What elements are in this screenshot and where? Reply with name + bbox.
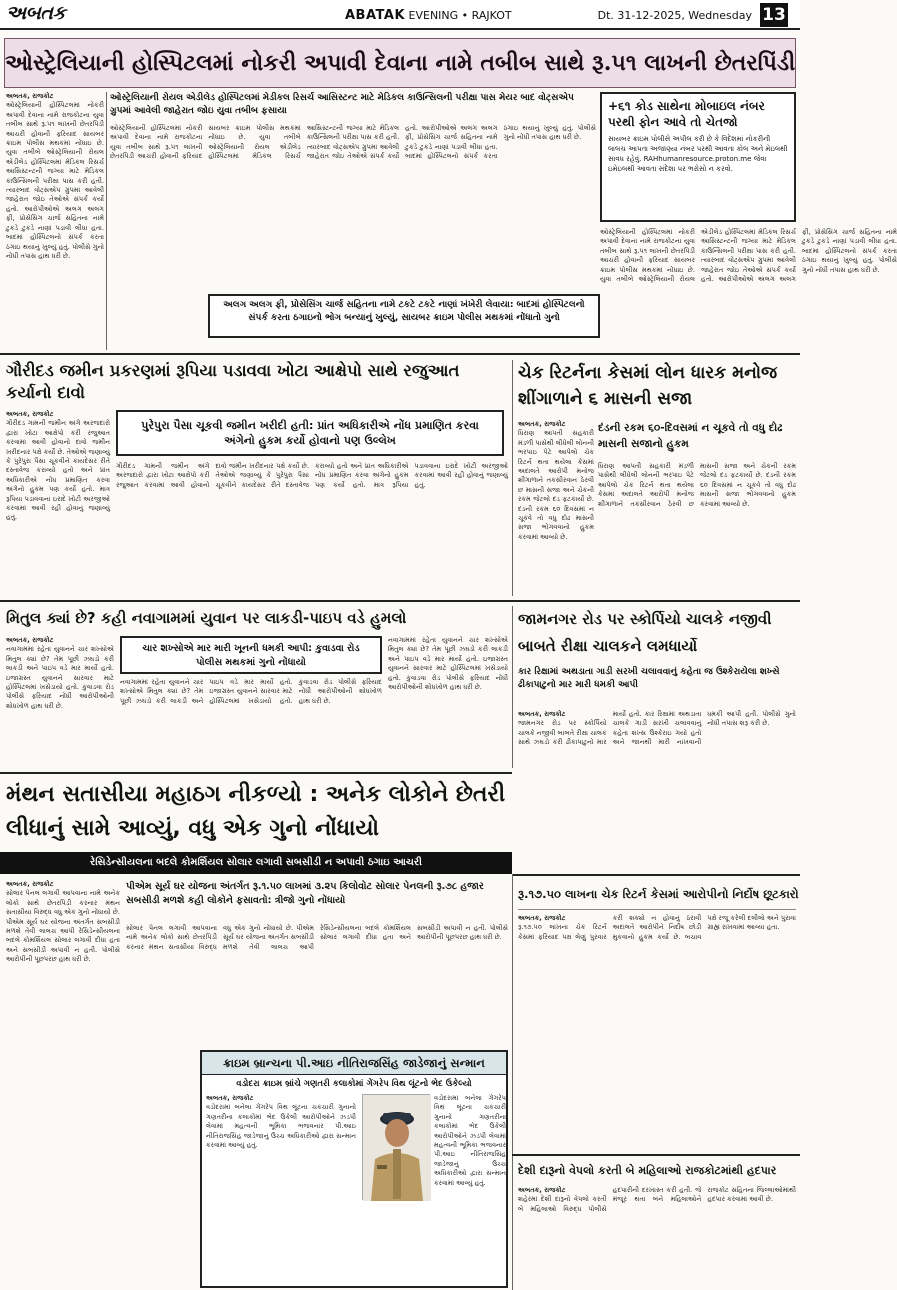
newspaper-logo: અબતક xyxy=(6,2,66,24)
story5-subheadline: કાર રિક્ષામાં અથડાતા ગાડી સરખી ચલાવવાનું કહેતા જ ઉશ્કેરાયેલા શખ્સે ઢીકાપાટુનો માર મારી ધમકી આપી xyxy=(518,667,780,690)
story1-subheadline: ઓસ્ટ્રેલિયાની રોયલ એડીલેડ હોસ્પિટલમાં મેડીકલ રિસર્ચ આસિસ્ટન્ટ માટે મેડિકલ કાઉન્સિલની પરીક્ષા પાસ મેયર બાદ વોટ્સએપ ગ્રુપમાં આવેલી જાહેરાત જોઇ યુવા તબીબ ફસાયા xyxy=(110,93,574,116)
story7-headline: ક્રાઇમ બ્રાન્ચના પી.આઇ નીતિરાજસિંહ જાડેજાનું સન્માન xyxy=(202,1052,506,1075)
story9-body-text: શહેરમાં દેશી દારૂનો વેપલો કરતી બે મહિલાઓ વિરુદ્ધ પોલીસે હદપારીની દરખાસ્ત કરી હતી. જે મંજૂર થતા બંને મહિલાઓને રાજકોટ સહિતના જિલ્લાઓમાંથી હદપાર કરવામાં આવી છે. xyxy=(518,1186,796,1213)
column-rule xyxy=(512,360,513,596)
story1-callout xyxy=(600,92,796,222)
section-divider xyxy=(0,353,800,355)
officer-illustration xyxy=(363,1095,431,1201)
story6-highlight: પીએમ સૂર્ય ઘર યોજના અંતર્ગત રૂ.૧.૫૦ લાખમાં ૩.૨૫ કિલોવોટ સોલાર પેનલની રૂ.૭૮ હજાર સબસીડી મળશે કહી લોકોને ફસાવતો: ત્રીજો ગુનો નોંધાયો xyxy=(126,881,484,906)
issue-date: Dt. 31-12-2025, Wednesday xyxy=(597,9,752,22)
story8-body-text: રૂ.૧૭.૫૦ લાખના ચેક રિટર્ન કેસમાં ફરિયાદ પક્ષ લેણું પુરવાર કરી શક્યો ન હોવાનું ઠરાવી અદાલતે આરોપીને નિર્દોષ છોડી મુકવાનો હુકમ કર્યો છે. બચાવ પક્ષે રજૂ કરેલી દલીલો અને પુરાવા ગ્રાહ્ય રાખવામાં આવ્યા હતા. xyxy=(518,914,796,941)
brand-name xyxy=(345,8,512,23)
story7-subheadline: વડોદરા ક્રાઇમ બ્રાંચે ગણતરી કલાકોમાં ગેંગરેપ વિથ લૂંટનો ભેદ ઉકેલ્યો xyxy=(236,1079,472,1089)
story2-subheadline: પુરેપુરા પૈસા ચૂકવી જમીન ખરીદી હતી: પ્રાંત અધિકારીએ નોંધ પ્રમાણિત કરવા અંગેનો હુકમ કર્યો હોવાનો પણ ઉલ્લેખ xyxy=(116,410,504,456)
police-officer-photo xyxy=(362,1094,430,1200)
story3-body xyxy=(518,420,594,596)
story1-dateline: અબતક, રાજકોટ xyxy=(6,92,54,100)
story3-body-continued: ધિરાણ આપતી સહકારી મંડળી પાસેથી લીધેલી લોનની ભરપાઇ પેટે આપેલો ચેક રિટર્ન થતા થયેલા કેસમાં અદાલતે આરોપી મનોજ શીંગાળાને તકસીરવાન ઠેરવી છ માસની સજા અને ચેકની રકમ જેટલો દંડ ફટકાર્યો છે. દંડની રકમ ૬૦ દિવસમાં ન ચૂકવે તો વધુ દોઢ માસની સજા ભોગવવાનો હુકમ કરવામાં આવ્યો છે. xyxy=(598,462,796,508)
story2-body xyxy=(6,410,110,596)
section-divider xyxy=(0,600,800,602)
story4-body-text: નવાગામમાં રહેતા યુવાનને ચાર શખ્સોએ મિતુલ ક્યાં છે? તેમ પૂછી ઝઘડો કરી લાકડી અને પાઇપ વડે માર માર્યો હતો. ઇજાગ્રસ્ત યુવાનને સારવાર માટે હોસ્પિટલમાં ખસેડાયો હતો. કુવાડવા રોડ પોલીસે ફરિયાદ નોંધી આરોપીઓની શોધખોળ હાથ ધરી છે. xyxy=(6,645,114,710)
edition: EVENING • RAJKOT xyxy=(408,9,512,22)
story2-dateline: અબતક, રાજકોટ xyxy=(6,410,54,418)
story6-dateline: અબતક, રાજકોટ xyxy=(6,880,54,888)
brand-title: ABATAK xyxy=(345,8,406,23)
callout-heading: +૬૧ કોડ સાથેના મોબાઇલ નંબર પરથી ફોન આવે તો ચેતજો xyxy=(608,99,765,129)
story1-body-text: ઓસ્ટ્રેલિયાની હોસ્પિટલમાં નોકરી અપાવી દેવાના નામે રાજકોટના યુવા તબીબ સાથે રૂ.૫૧ લાખની છેતરપિંડી આચરી હોવાની ફરિયાદ સાયબર ક્રાઇમ પોલીસ મથકમાં નોંધાઇ છે. યુવા તબીબે ઓસ્ટ્રેલિયાની રોયલ એડીલેડ હોસ્પિટલમાં મેડિકલ રિસર્ચ આસિસ્ટન્ટની જગ્યા માટે મેડિકલ કાઉન્સિલની પરીક્ષા પાસ કરી હતી. ત્યારબાદ વોટ્સએપ ગ્રુપમાં આવેલી જાહેરાત જોઇ તેઓએ સંપર્ક કર્યો હતો. આરોપીઓએ અલગ અલગ ફી, પ્રોસેસિંગ ચાર્જ સહિતના નામે ટુકડે ટુકડે નાણાં પડાવી લીધા હતા. બાદમાં હોસ્પિટલનો સંપર્ક કરતા ઠગાઇ થયાનું ખુલ્યું હતું. પોલીસે ગુનો નોંધી તપાસ હાથ ધરી છે. xyxy=(6,101,104,260)
story1-body-continued: ઓસ્ટ્રેલિયાની હોસ્પિટલમાં નોકરી અપાવી દેવાના નામે રાજકોટના યુવા તબીબ સાથે રૂ.૫૧ લાખની છેતરપિંડી આચરી હોવાની ફરિયાદ સાયબર ક્રાઇમ પોલીસ મથકમાં નોંધાઇ છે. યુવા તબીબે ઓસ્ટ્રેલિયાની રોયલ એડીલેડ હોસ્પિટલમાં મેડિકલ રિસર્ચ આસિસ્ટન્ટની જગ્યા માટે મેડિકલ કાઉન્સિલની પરીક્ષા પાસ કરી હતી. ત્યારબાદ વોટ્સએપ ગ્રુપમાં આવેલી જાહેરાત જોઇ તેઓએ સંપર્ક કર્યો હતો. આરોપીઓએ અલગ અલગ ફી, પ્રોસેસિંગ ચાર્જ સહિતના નામે ટુકડે ટુકડે નાણાં પડાવી લીધા હતા. બાદમાં હોસ્પિટલનો સંપર્ક કરતા ઠગાઇ થયાનું ખુલ્યું હતું. પોલીસે ગુનો નોંધી તપાસ હાથ ધરી છે. xyxy=(110,124,596,161)
story8-headline: રૂ.૧૭.૫૦ લાખના ચેક રિટર્ન કેસમાં આરોપીનો નિર્દોષ છૂટકારો xyxy=(518,880,796,910)
story3-body-text: ધિરાણ આપતી સહકારી મંડળી પાસેથી લીધેલી લોનની ભરપાઇ પેટે આપેલો ચેક રિટર્ન થતા થયેલા કેસમાં અદાલતે આરોપી મનોજ શીંગાળાને તકસીરવાન ઠેરવી છ માસની સજા અને ચેકની રકમ જેટલો દંડ ફટકાર્યો છે. દંડની રકમ ૬૦ દિવસમાં ન ચૂકવે તો વધુ દોઢ માસની સજા ભોગવવાનો હુકમ કરવામાં આવ્યો છે. xyxy=(518,429,594,541)
story9-headline: દેશી દારૂનો વેપલો કરતી બે મહિલાઓ રાજકોટમાંથી હદપાર xyxy=(518,1164,777,1177)
story9-body xyxy=(518,1186,796,1286)
story4-subheadline: ચાર શખ્સોએ માર મારી ખૂનની ધમકી આપી: કુવાડવા રોડ પોલીસ મથકમાં ગુનો નોંધાયો xyxy=(120,636,382,674)
column-rule xyxy=(106,92,107,350)
story9-dateline: અબતક, રાજકોટ xyxy=(518,1186,566,1194)
story2-body-text: ગૌરીદડ ગામની જમીન અંગે અરજદારો દ્વારા ખોટા આક્ષેપો કરી રજુઆત કરવામાં આવી હોવાનો દાવો જમીન ખરીદનાર પક્ષે કર્યો છે. તેઓએ જણાવ્યું કે પુરેપુરા પૈસા ચૂકવીને કાયદેસર રીતે દસ્તાવેજ કરાવ્યો હતો અને પ્રાંત અધિકારીએ નોંધ પ્રમાણિત કરવા અંગેનો હુકમ પણ કર્યો હતો. માત્ર રૂપિયા પડાવવાના ઇરાદે ખોટી અરજીઓ કરવામાં આવી રહી હોવાનું જણાવ્યું હતું. xyxy=(6,419,110,522)
story4-body-lower: નવાગામમાં રહેતા યુવાનને ચાર શખ્સોએ મિતુલ ક્યાં છે? તેમ પૂછી ઝઘડો કરી લાકડી અને પાઇપ વડે માર માર્યો હતો. ઇજાગ્રસ્ત યુવાનને સારવાર માટે હોસ્પિટલમાં ખસેડાયો હતો. કુવાડવા રોડ પોલીસે ફરિયાદ નોંધી આરોપીઓની શોધખોળ હાથ ધરી છે. xyxy=(120,678,382,705)
section-divider xyxy=(512,874,800,876)
story6-body-continued: સોલાર પેનલ લગાવી આપવાના નામે અનેક લોકો સાથે છેતરપિંડી કરનાર મંથન સતાસીયા વિરુદ્ધ વધુ એક ગુનો નોંધાયો છે. પીએમ સૂર્ય ઘર યોજના અંતર્ગત સબસીડી મળશે તેવી લાલચ આપી રેસિડેન્સીયલના બદલે કોમર્શિયલ સોલાર લગાવી દીધા હતા અને સબસીડી અપાવી ન હતી. પોલીસે આરોપીની પૂછપરછ હાથ ધરી છે. xyxy=(126,924,508,951)
story2-body-continued: ગૌરીદડ ગામની જમીન અંગે અરજદારો દ્વારા ખોટા આક્ષેપો કરી રજુઆત કરવામાં આવી હોવાનો દાવો જમીન ખરીદનાર પક્ષે કર્યો છે. તેઓએ જણાવ્યું કે પુરેપુરા પૈસા ચૂકવીને કાયદેસર રીતે દસ્તાવેજ કરાવ્યો હતો અને પ્રાંત અધિકારીએ નોંધ પ્રમાણિત કરવા અંગેનો હુકમ પણ કર્યો હતો. માત્ર રૂપિયા પડાવવાના ઇરાદે ખોટી અરજીઓ કરવામાં આવી રહી હોવાનું જણાવ્યું હતું. xyxy=(116,462,508,489)
story5-body xyxy=(518,710,796,874)
story5-headline: જામનગર રોડ પર સ્કોર્પિયો ચાલકે નજીવી બાબતે રીક્ષા ચાલકને લમધાર્યો xyxy=(518,610,772,655)
story8-dateline: અબતક, રાજકોટ xyxy=(518,914,566,922)
section-divider xyxy=(0,772,512,774)
masthead xyxy=(0,0,800,30)
story6-body xyxy=(6,880,120,1286)
story5-body-text: જામનગર રોડ પર સ્કોર્પિયો ચાલકે નજીવી બાબતે રીક્ષા ચાલક સાથે ઝઘડો કરી ઢીકાપાટુનો માર માર્યો હતો. કાર રિક્ષામાં અથડાતા ચાલકે ગાડી સરખી ચલાવવાનું કહેતા શખ્સ ઉશ્કેરાઇ ગયો હતો અને જાનથી મારી નાખવાની ધમકી આપી હતી. પોલીસે ગુનો નોંધી તપાસ શરૂ કરી છે. xyxy=(518,710,796,747)
callout-text: સાયબર ક્રાઇમ પોલીસે અપીલ કરી છે કે વિદેશમાં નોકરીની લાલચ આપતા અજાણ્યા નંબર પરથી આવતા કોલ અને મેઇલથી સાવધ રહેવું. RAHhumanresource.proton.me જેવા ઇમેઇલથી આવતા સંદેશા પર ભરોસો ન કરવો. xyxy=(608,135,788,173)
story7-dateline: અબતક, રાજકોટ xyxy=(206,1094,254,1102)
story6-subheadline: રેસિડેન્સીયલના બદલે કોમર્શિયલ સોલાર લગાવી સબસીડી ન અપાવી ઠગાઇ આચરી xyxy=(0,852,512,874)
story3-subheadline: દંડની રકમ ૬૦-દિવસમાં ન ચૂકવે તો વધુ દોઢ માસની સજાનો હુકમ xyxy=(598,422,783,450)
story4-headline: મિતુલ ક્યાં છે? કહી નવાગામમાં યુવાન પર લાકડી-પાઇપ વડે હુમલો xyxy=(6,609,407,627)
story3-headline: ચેક રિટર્નના કેસમાં લોન ધારક મનોજ શીંગાળાને ૬ માસની સજા xyxy=(518,363,778,409)
story2-headline: ગૌરીદડ જમીન પ્રકરણમાં રૂપિયા પડાવવા ખોટા આક્ષેપો સાથે રજુઆત કર્યાનો દાવો xyxy=(6,361,460,402)
column-rule xyxy=(512,606,513,768)
story6-headline: મંથન સતાસીયા મહાઠગ નીકળ્યો : અનેક લોકોને છેતરી લીધાનું સામે આવ્યું, વધુ એક ગુનો નોંધાયો xyxy=(6,782,506,841)
story4-body xyxy=(6,636,114,768)
story1-headline: ઓસ્ટ્રેલિયાની હોસ્પિટલમાં નોકરી અપાવી દેવાના નામે તબીબ સાથે રૂ.૫૧ લાખની છેતરપિંડી xyxy=(4,38,796,88)
story1-footer-box: અલગ અલગ ફી, પ્રોસેસિંગ ચાર્જ સહિતના નામે ટકટે ટકટે નાણાં ખંખેરી લેવાયા: બાદમાં હોસ્પિટલનો સંપર્ક કરતા ઠગાઇનો ભોગ બન્યાનું ખુલ્યું, સાયબર ક્રાઇમ પોલીસ મથકમાં નોંધાતો ગુનો xyxy=(208,294,600,338)
column-rule xyxy=(512,874,513,1290)
story4-dateline: અબતક, રાજકોટ xyxy=(6,636,54,644)
story5-dateline: અબતક, રાજકોટ xyxy=(518,710,566,718)
page-number: 13 xyxy=(760,3,788,27)
story3-dateline: અબતક, રાજકોટ xyxy=(518,420,566,428)
story6-body-text: સોલાર પેનલ લગાવી આપવાના નામે અનેક લોકો સાથે છેતરપિંડી કરનાર મંથન સતાસીયા વિરુદ્ધ વધુ એક ગુનો નોંધાયો છે. પીએમ સૂર્ય ઘર યોજના અંતર્ગત સબસીડી મળશે તેવી લાલચ આપી રેસિડેન્સીયલના બદલે કોમર્શિયલ સોલાર લગાવી દીધા હતા અને સબસીડી અપાવી ન હતી. પોલીસે આરોપીની પૂછપરછ હાથ ધરી છે. xyxy=(6,889,120,964)
story1-body-right: ઓસ્ટ્રેલિયાની હોસ્પિટલમાં નોકરી અપાવી દેવાના નામે રાજકોટના યુવા તબીબ સાથે રૂ.૫૧ લાખની છેતરપિંડી આચરી હોવાની ફરિયાદ સાયબર ક્રાઇમ પોલીસ મથકમાં નોંધાઇ છે. યુવા તબીબે ઓસ્ટ્રેલિયાની રોયલ એડીલેડ હોસ્પિટલમાં મેડિકલ રિસર્ચ આસિસ્ટન્ટની જગ્યા માટે મેડિકલ કાઉન્સિલની પરીક્ષા પાસ કરી હતી. ત્યારબાદ વોટ્સએપ ગ્રુપમાં આવેલી જાહેરાત જોઇ તેઓએ સંપર્ક કર્યો હતો. આરોપીઓએ અલગ અલગ ફી, પ્રોસેસિંગ ચાર્જ સહિતના નામે ટુકડે ટુકડે નાણાં પડાવી લીધા હતા. બાદમાં હોસ્પિટલનો સંપર્ક કરતા ઠગાઇ થયાનું ખુલ્યું હતું. પોલીસે ગુનો નોંધી તપાસ હાથ ધરી છે. xyxy=(600,228,897,284)
story4-body-continued: નવાગામમાં રહેતા યુવાનને ચાર શખ્સોએ મિતુલ ક્યાં છે? તેમ પૂછી ઝઘડો કરી લાકડી અને પાઇપ વડે માર માર્યો હતો. ઇજાગ્રસ્ત યુવાનને સારવાર માટે હોસ્પિટલમાં ખસેડાયો હતો. કુવાડવા રોડ પોલીસે ફરિયાદ નોંધી આરોપીઓની શોધખોળ હાથ ધરી છે. xyxy=(388,636,508,692)
story7-body-continued: વડોદરામાં બનેલા ગેંગરેપ વિથ લૂંટના ચકચારી ગુનાનો ગણતરીના કલાકોમાં ભેદ ઉકેલી આરોપીઓને ઝડપી લેવામાં મહત્વની ભૂમિકા ભજવનાર પી.આઇ નીતિરાજસિંહ જાડેજાનું ઉચ્ચ અધિકારીઓ દ્વારા સન્માન કરવામાં આવ્યું હતું. xyxy=(434,1094,506,1187)
story1-body xyxy=(6,92,104,350)
story7-body xyxy=(206,1094,356,1284)
section-divider xyxy=(512,1154,800,1156)
story8-body xyxy=(518,914,796,1152)
story7-body-text: વડોદરામાં બનેલા ગેંગરેપ વિથ લૂંટના ચકચારી ગુનાનો ગણતરીના કલાકોમાં ભેદ ઉકેલી આરોપીઓને ઝડપી લેવામાં મહત્વની ભૂમિકા ભજવનાર પી.આઇ નીતિરાજસિંહ જાડેજાનું ઉચ્ચ અધિકારીઓ દ્વારા સન્માન કરવામાં આવ્યું હતું. xyxy=(206,1103,356,1150)
